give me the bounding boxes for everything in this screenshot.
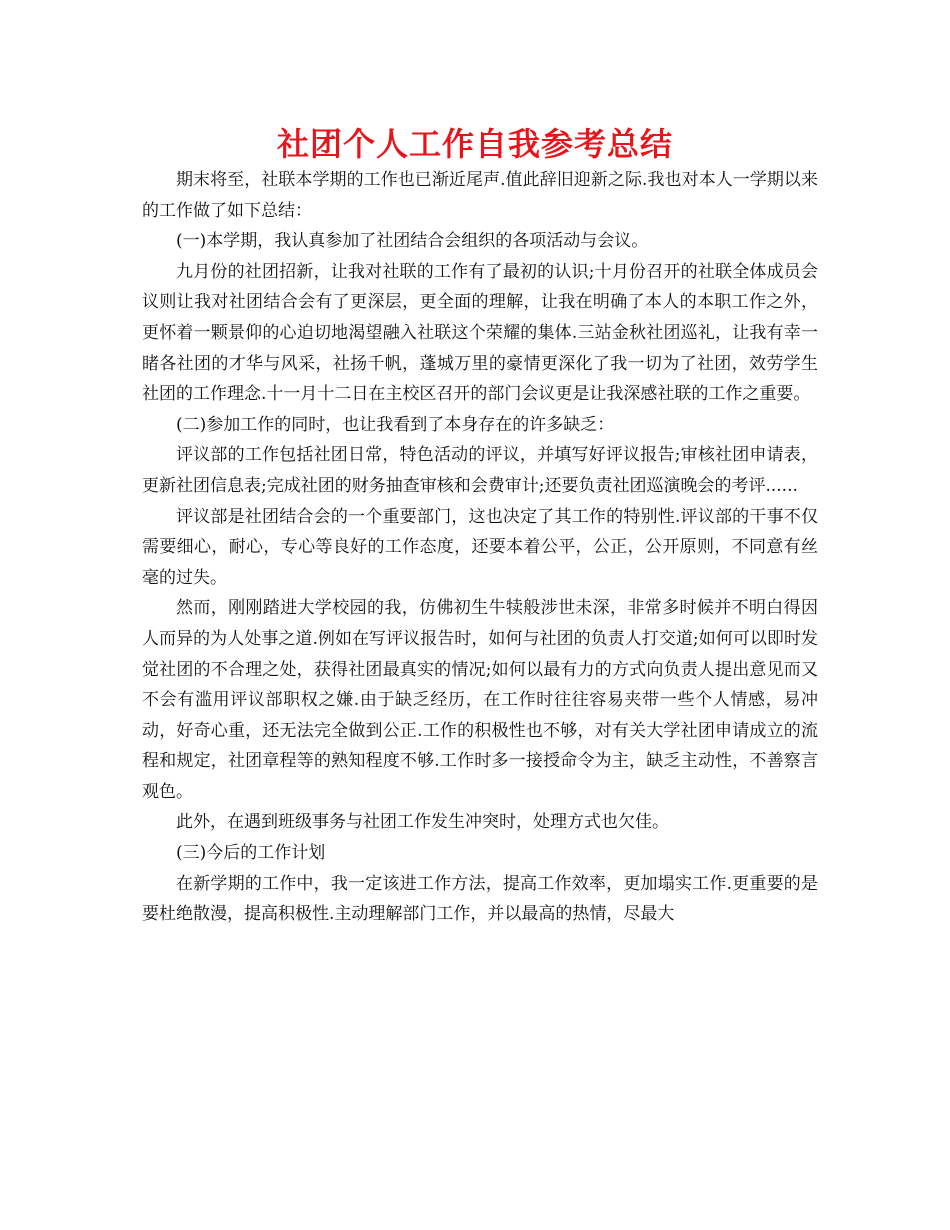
paragraph: 评议部的工作包括社团日常，特色活动的评议，并填写好评议报告;审核社团申请表，更新社团信息表;完成社团的财务抽查审核和会费审计;还要负责社团巡演晚会的考评...... [142,445,818,496]
paragraph: 此外，在遇到班级事务与社团工作发生冲突时，处理方式也欠佳。 [176,812,669,833]
paragraph: (二)参加工作的同时，也让我看到了本身存在的许多缺乏： [176,414,615,435]
paragraph: 期末将至，社联本学期的工作也已渐近尾声.值此辞旧迎新之际.我也对本人一学期以来的工作做了如下总结： [142,170,818,221]
paragraph: 然而，刚刚踏进大学校园的我，仿佛初生牛犊般涉世未深，非常多时候并不明白得因人而异的为人处事之道.例如在写评议报告时，如何与社团的负责人打交道;如何可以即时发觉社团的不合理之处，获得社团最真实的情况;如何以最有力的方式向负责人提出意见而又不会有滥用评议部职权之嫌.由于缺乏经历，在工作时往往容易夹带一些个人情感，易冲动，好奇心重，还无法完全做到公正.工作的积极性也不够，对有关大学社团申请成立的流程和规定，社团章程等的熟知程度不够.工作时多一接授命令为主，缺乏主动性，不善察言观色。 [142,598,818,802]
paragraph: (一)本学期，我认真参加了社团结合会组织的各项活动与会议。 [176,231,649,252]
paragraph: 在新学期的工作中，我一定该进工作方法，提高工作效率，更加塌实工作.更重要的是要杜绝散漫，提高积极性.主动理解部门工作，并以最高的热情，尽最大 [142,873,818,925]
paragraph: 九月份的社团招新，让我对社联的工作有了最初的认识;十月份召开的社联全体成员会议则让我对社团结合会有了更深层，更全面的理解，让我在明确了本人的本职工作之外，更怀着一颗景仰的心迫切地渴望融入社联这个荣耀的集体.三站金秋社团巡礼，让我有幸一睹各社团的才华与风采，社扬千帆，蓬城万里的豪情更深化了我一切为了社团，效劳学生社团的工作理念.十一月十二日在主校区召开的部门会议更是让我深感社联的工作之重要。 [142,261,818,405]
paragraph: (三)今后的工作计划 [176,843,326,864]
paragraph: 评议部是社团结合会的一个重要部门，这也决定了其工作的特别性.评议部的干事不仅需要细心，耐心，专心等良好的工作态度，还要本着公平，公正，公开原则，不同意有丝毫的过失。 [142,506,818,588]
document-title: 社团个人工作自我参考总结 [276,125,673,163]
document-body [142,165,818,930]
